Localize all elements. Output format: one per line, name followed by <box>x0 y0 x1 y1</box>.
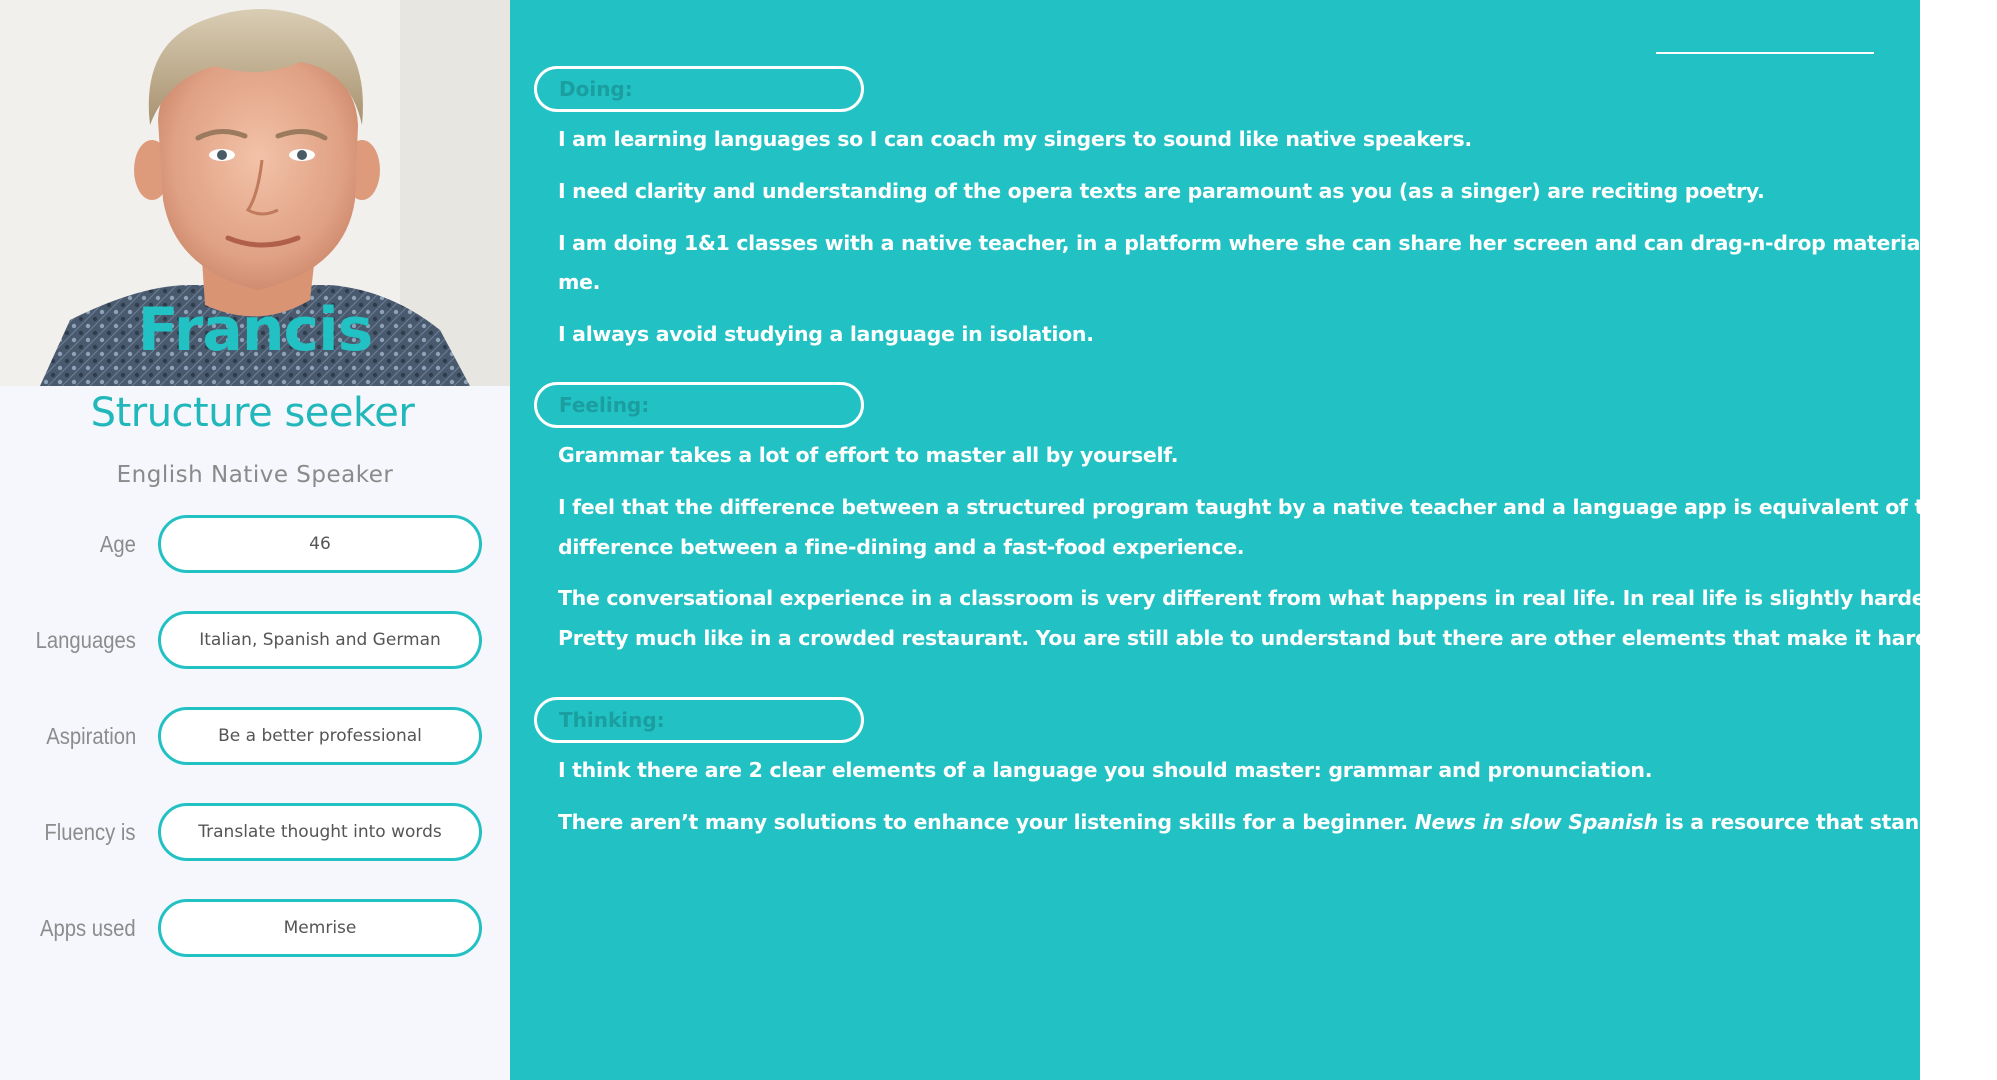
doing-line: I am learning languages so I can coach my singers to sound like native speakers. <box>558 127 1472 151</box>
attribute-row-languages <box>0 611 510 669</box>
section-header-doing <box>534 66 864 112</box>
thinking-line <box>558 802 1997 842</box>
section-header-feeling <box>534 382 864 428</box>
attribute-row-apps <box>0 899 510 957</box>
feeling-line: difference between a fine-dining and a fast-food experience. <box>558 535 1245 559</box>
persona-name: Francis <box>137 295 373 365</box>
attribute-value: 46 <box>158 515 482 573</box>
attribute-row-aspiration <box>0 707 510 765</box>
section-title: Feeling: <box>559 393 650 417</box>
attribute-label: Age <box>99 531 136 557</box>
thinking-text: There aren’t many solutions to enhance your listening skills for a beginner. <box>558 810 1415 834</box>
decorative-divider <box>1656 52 1874 54</box>
persona-type: Structure seeker <box>90 390 415 436</box>
thinking-text: is a resource that stands out. <box>1657 810 1997 834</box>
doing-line: I am doing 1&1 classes with a native teacher, in a platform where she can share her screen and can drag-n-drop materials to <box>558 231 1969 255</box>
feeling-line: Pretty much like in a crowded restaurant. You are still able to understand but there are other elements that make it harder. <box>558 626 1958 650</box>
persona-card <box>0 0 510 1080</box>
feeling-line: I feel that the difference between a structured program taught by a native teacher and a language app is equivalent of the <box>558 495 1952 519</box>
attribute-value: Translate thought into words <box>158 803 482 861</box>
feeling-line: The conversational experience in a classroom is very different from what happens in real life. In real life is slightly harder. <box>558 586 1940 610</box>
feeling-line: Grammar takes a lot of effort to master all by yourself. <box>558 443 1179 467</box>
attribute-row-fluency <box>0 803 510 861</box>
attribute-value: Memrise <box>158 899 482 957</box>
attribute-label: Apps used <box>40 915 136 941</box>
attribute-value: Italian, Spanish and German <box>158 611 482 669</box>
attribute-label: Fluency is <box>44 819 136 845</box>
persona-subtitle: English Native Speaker <box>116 462 394 488</box>
section-header-thinking <box>534 697 864 743</box>
attribute-label: Languages <box>35 627 136 653</box>
doing-line: I always avoid studying a language in isolation. <box>558 322 1094 346</box>
attribute-row-age <box>0 515 510 573</box>
attribute-value: Be a better professional <box>158 707 482 765</box>
section-title: Thinking: <box>559 708 665 732</box>
thinking-line: I think there are 2 clear elements of a language you should master: grammar and pronunciation. <box>558 758 1653 782</box>
doing-line: me. <box>558 270 601 294</box>
doing-line: I need clarity and understanding of the opera texts are paramount as you (as a singer) are reciting poetry. <box>558 179 1765 203</box>
resource-name: News in slow Spanish <box>1414 810 1658 834</box>
attribute-label: Aspiration <box>45 723 136 749</box>
section-title: Doing: <box>559 77 633 101</box>
persona-details <box>510 0 1997 1080</box>
